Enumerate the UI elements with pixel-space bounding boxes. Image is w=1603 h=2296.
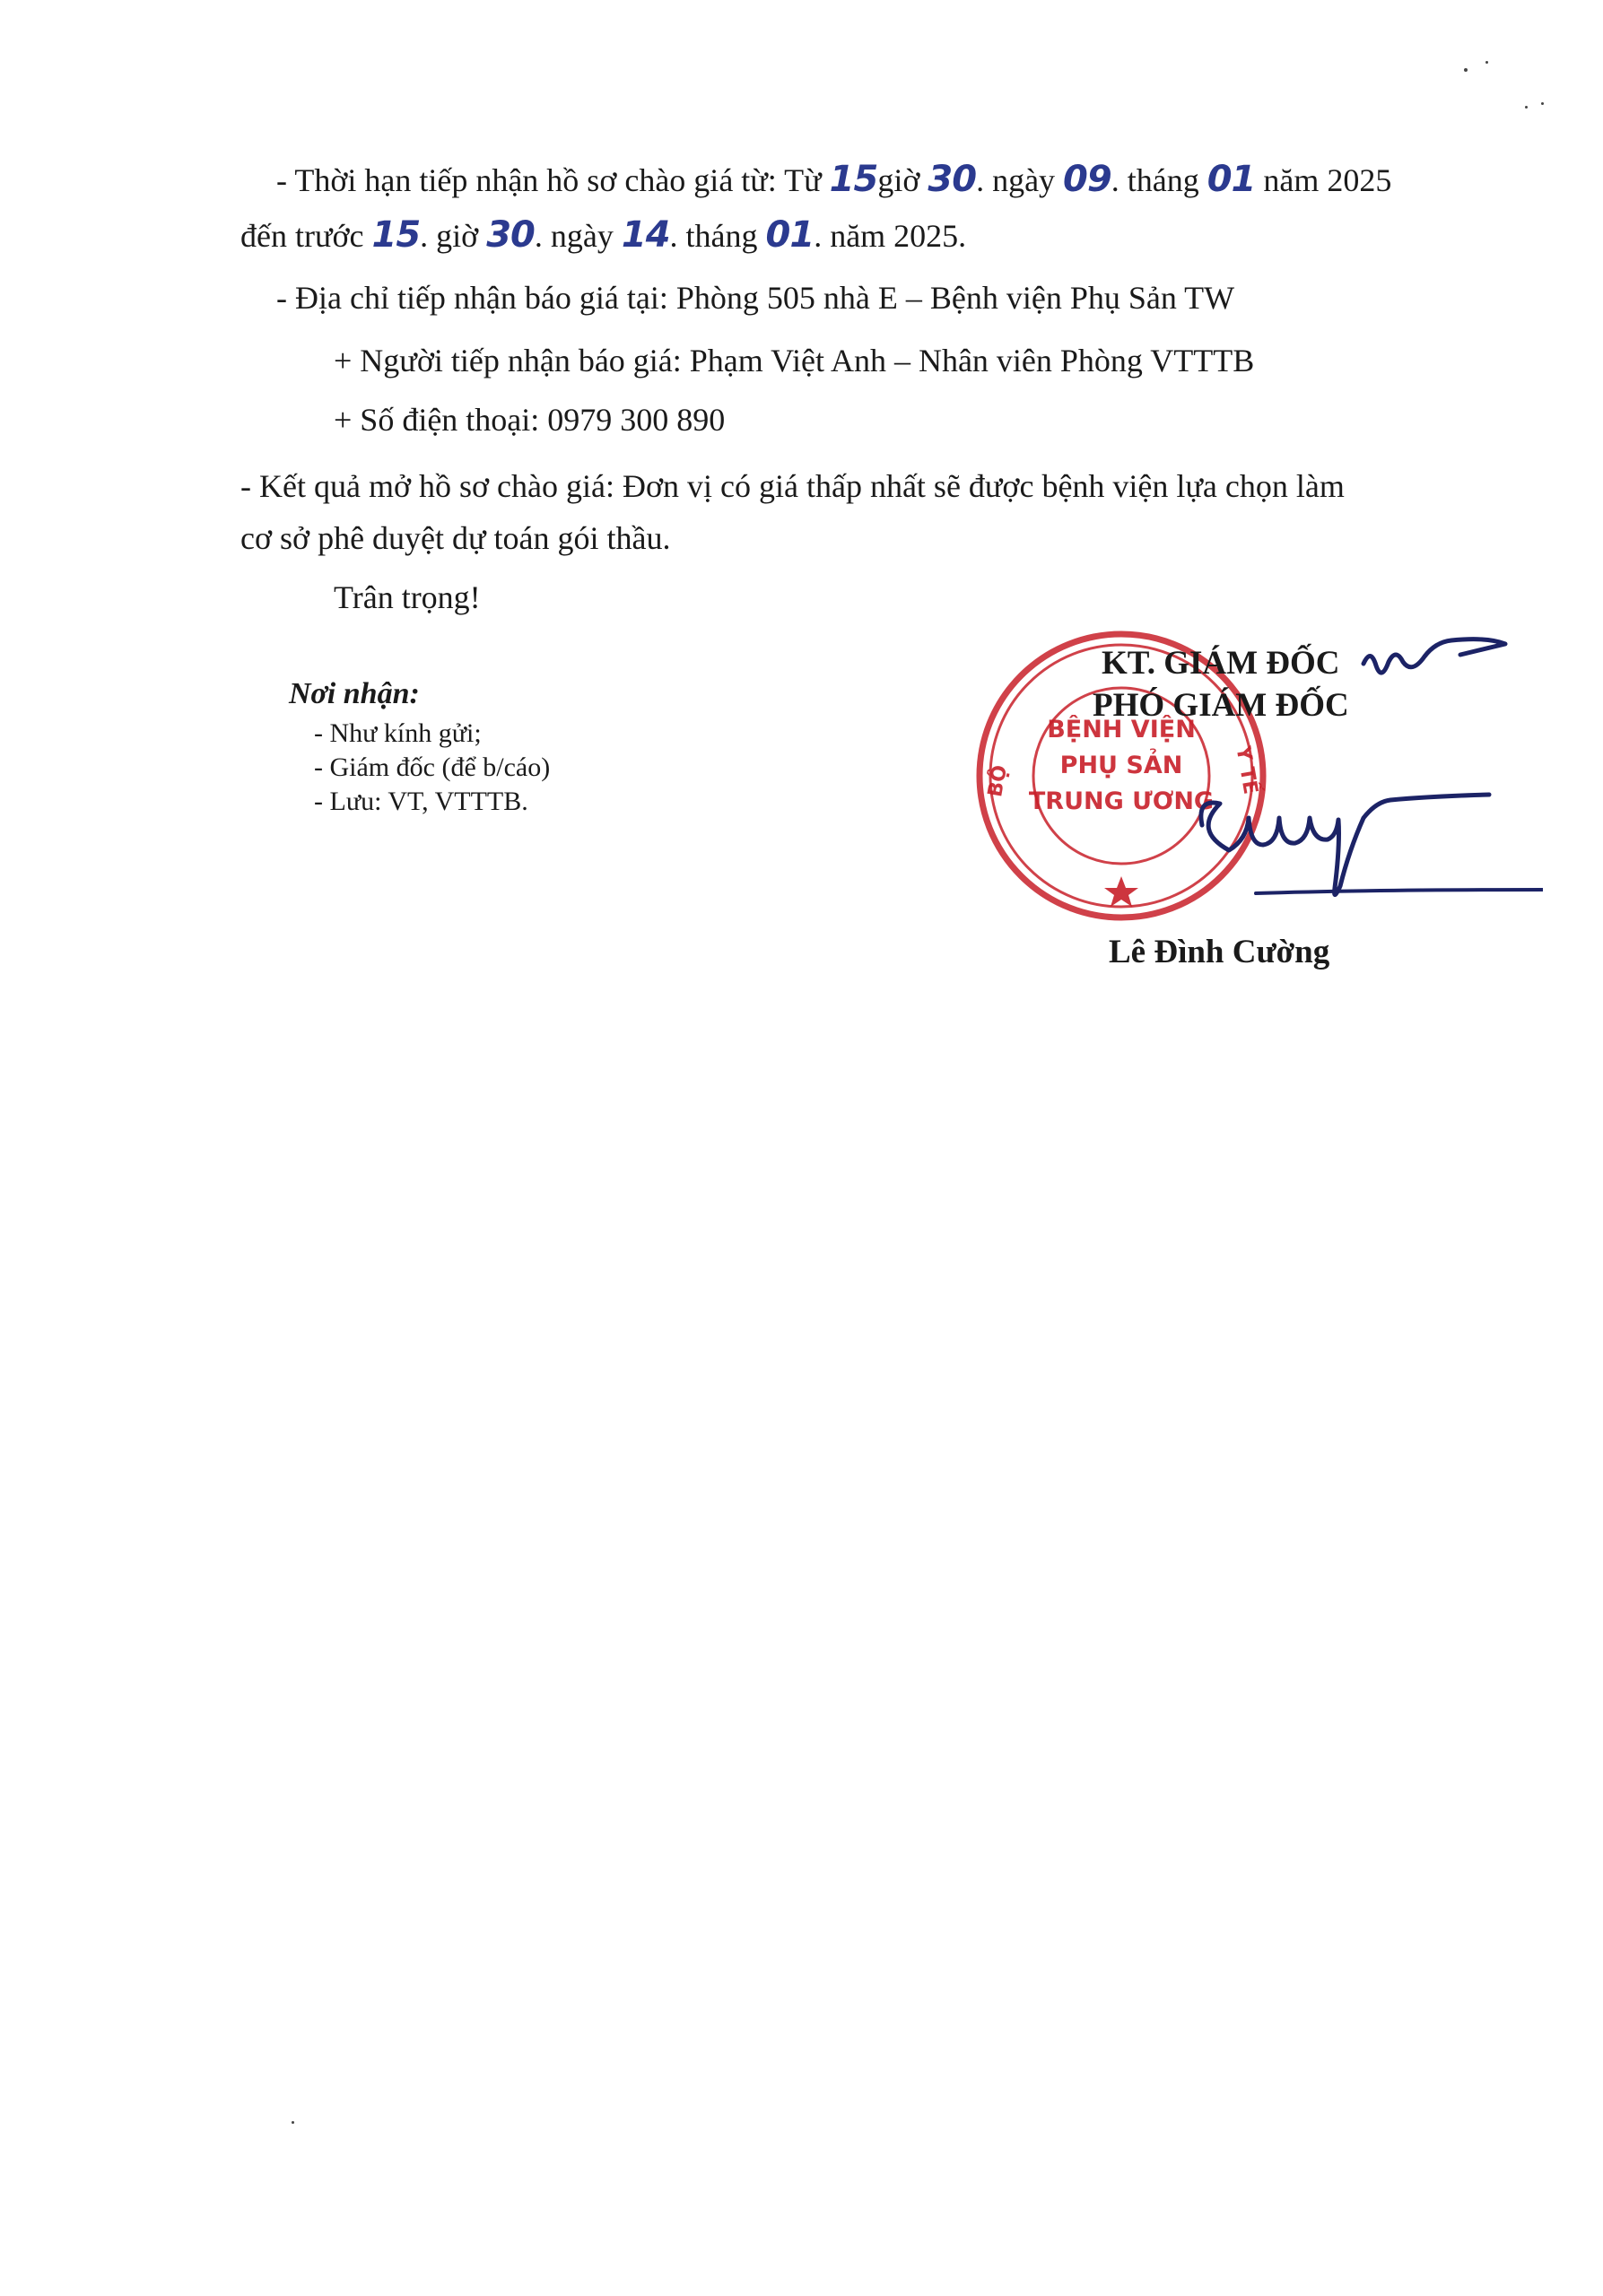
end-hour: 15	[371, 214, 421, 256]
stamp-line-3: TRUNG ƯƠNG	[1028, 787, 1215, 815]
hour-sep-1: giờ	[877, 162, 920, 198]
signature-icon	[1157, 619, 1543, 924]
address-line: - Địa chỉ tiếp nhận báo giá tại: Phòng 505 nhà E – Bệnh viện Phụ Sản TW	[276, 280, 1235, 316]
closing-line: Trân trọng!	[334, 579, 481, 615]
receiver-line: + Người tiếp nhận báo giá: Phạm Việt Anh – Nhân viên Phòng VTTTB	[334, 343, 1255, 378]
start-month: 01	[1207, 159, 1256, 200]
scan-speck	[1485, 61, 1488, 64]
phone-line: + Số điện thoại: 0979 300 890	[334, 402, 726, 438]
sig-title-1: KT. GIÁM ĐỐC	[1102, 645, 1340, 682]
deadline-line-1	[276, 160, 1391, 200]
signer-name: Lê Đình Cường	[1109, 934, 1330, 970]
stamp-line-2: PHỤ SẢN	[1059, 752, 1183, 779]
year-1: năm 2025	[1263, 162, 1392, 198]
recipients-title: Nơi nhận:	[289, 677, 420, 710]
month-label-1: . tháng	[1111, 162, 1199, 198]
day-label-2: . ngày	[534, 218, 614, 254]
year-2: . năm 2025.	[814, 218, 967, 254]
result-line-2: cơ sở phê duyệt dự toán gói thầu.	[240, 520, 671, 556]
stamp-side-right: Y TẾ	[1231, 744, 1262, 796]
end-min: 30	[486, 214, 535, 256]
stamp-line-1: BỆNH VIỆN	[1047, 716, 1196, 744]
start-hour: 15	[829, 159, 878, 200]
star-icon	[1104, 876, 1138, 907]
deadline-line-2	[240, 215, 966, 256]
month-label-2: . tháng	[669, 218, 758, 254]
stamp-side-left: BỘ	[984, 763, 1012, 799]
scan-speck	[1541, 102, 1544, 105]
end-month: 01	[765, 214, 815, 256]
start-day: 09	[1063, 159, 1111, 200]
scan-speck	[1464, 68, 1468, 72]
deadline-prefix: - Thời hạn tiếp nhận hồ sơ chào giá từ: Từ	[276, 162, 822, 198]
deadline-line2-prefix: đến trước	[240, 218, 364, 254]
recipient-item: - Lưu: VT, VTTTB.	[314, 787, 528, 816]
scan-speck	[292, 2121, 294, 2124]
day-label-1: . ngày	[976, 162, 1056, 198]
start-min: 30	[928, 159, 977, 200]
recipient-item: - Giám đốc (để b/cáo)	[314, 752, 551, 782]
scan-speck	[1525, 106, 1528, 109]
end-day: 14	[621, 214, 670, 256]
recipient-item: - Như kính gửi;	[314, 718, 482, 748]
result-line-1: - Kết quả mở hồ sơ chào giá: Đơn vị có giá thấp nhất sẽ được bệnh viện lựa chọn làm	[240, 468, 1345, 504]
hour-sep-2: . giờ	[420, 218, 479, 254]
sig-title-2: PHÓ GIÁM ĐỐC	[1093, 687, 1349, 724]
